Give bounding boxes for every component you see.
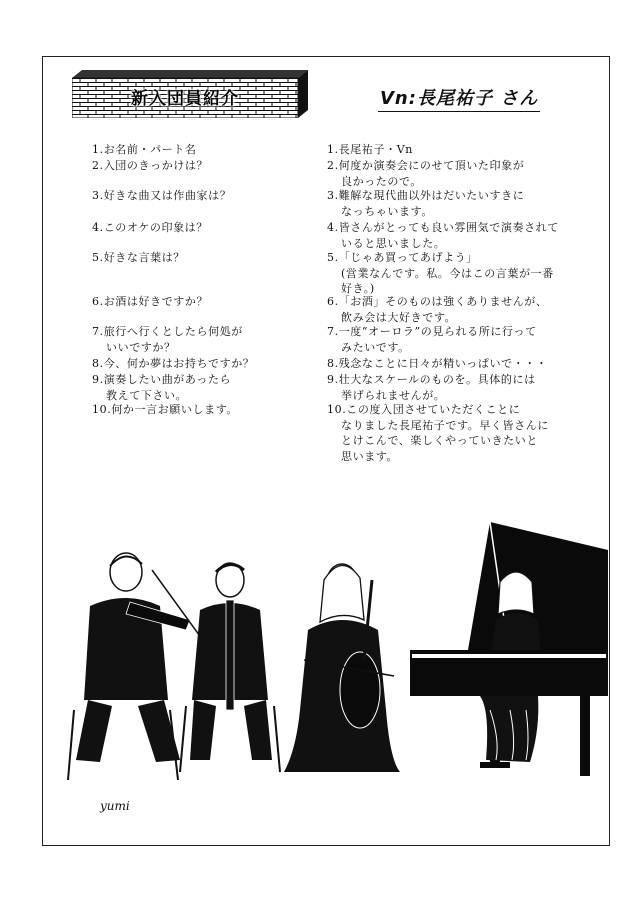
- answers-line: とけこんで、楽しくやっていきたいと: [341, 434, 538, 447]
- answers-text: 「じゃあ買ってあげよう」: [338, 251, 478, 264]
- clarinetist: [190, 563, 272, 760]
- answers-line: [327, 188, 524, 204]
- questions-line: [92, 324, 243, 340]
- questions-line: [92, 372, 231, 388]
- answers-text: 残念なことに日々が精いっぱいで・・・: [338, 357, 548, 370]
- questions-line: 教えて下さい。: [106, 388, 188, 402]
- questions-text: お酒は好きですか？: [103, 295, 209, 308]
- questions-text: 演奏したい曲があったら: [103, 373, 232, 386]
- questions-number: 2.: [92, 159, 104, 172]
- answers-line: [327, 220, 559, 236]
- cellist: [284, 564, 400, 772]
- questions-number: 7.: [92, 325, 104, 338]
- answers-line: 思います。: [341, 449, 399, 463]
- questions-line: [92, 402, 238, 418]
- answers-text: この度入団させていただくことに: [346, 403, 521, 416]
- answers-text: 長尾祐子・Vn: [338, 143, 413, 156]
- questions-text: 好きな言葉は？: [103, 251, 185, 264]
- questions-number: 1.: [92, 143, 104, 156]
- questions-text: 好きな曲又は作曲家は？: [103, 189, 232, 202]
- answers-number: 4.: [327, 221, 339, 234]
- answers-number: 8.: [327, 357, 339, 370]
- answers-number: 7.: [327, 325, 339, 338]
- answers-line: [327, 356, 548, 372]
- answers-number: 1.: [327, 143, 339, 156]
- quartet-illustration: [60, 510, 608, 830]
- questions-line: [92, 158, 208, 174]
- answers-line: なりました長尾祐子です。早く皆さんに: [341, 418, 549, 432]
- answers-line: みたいです。: [341, 340, 410, 354]
- answers-line: 好き。): [341, 282, 375, 295]
- answers-number: 9.: [327, 373, 339, 386]
- title-banner: [72, 70, 308, 118]
- answers-number: 3.: [327, 189, 339, 202]
- questions-line: [92, 142, 197, 158]
- answers-line: 飲み会は大好きです。: [341, 310, 457, 324]
- answers-line: [327, 402, 520, 418]
- questions-line: [92, 220, 208, 236]
- answers-number: 5.: [327, 251, 339, 264]
- answers-line: [327, 158, 524, 174]
- questions-text: 入団のきっかけは？: [103, 159, 209, 172]
- answers-text: 皆さんがとっても良い雰囲気で演奏されて: [338, 221, 559, 234]
- answers-text: 壮大なスケールのものを。具体的には: [338, 373, 536, 386]
- violinist: [76, 553, 210, 762]
- questions-text: 旅行へ行くとしたら何処が: [103, 325, 243, 338]
- questions-number: 6.: [92, 295, 104, 308]
- questions-number: 9.: [92, 373, 104, 386]
- answers-line: 挙げられませんが。: [341, 388, 446, 402]
- questions-number: 5.: [92, 251, 104, 264]
- answers-number: 2.: [327, 159, 339, 172]
- questions-line: [92, 188, 231, 204]
- questions-number: 10.: [92, 403, 112, 416]
- questions-line: [92, 356, 254, 372]
- questions-number: 4.: [92, 221, 104, 234]
- member-name: Vn:長尾祐子 さん: [378, 84, 540, 112]
- answers-line: [327, 372, 536, 388]
- questions-line: [92, 294, 208, 310]
- answers-text: 難解な現代曲以外はだいたいすきに: [338, 189, 525, 202]
- answers-line: (営業なんです。私。今はこの言葉が一番: [341, 266, 554, 280]
- answers-text: 一度“オーロラ”の見られる所に行って: [338, 325, 537, 338]
- questions-text: 何か一言お願いします。: [111, 403, 239, 416]
- questions-line: いいですか？: [106, 340, 176, 354]
- questions-text: 今、何か夢はお持ちですか？: [103, 357, 255, 370]
- answers-line: [327, 294, 548, 310]
- answers-line: 良かったので。: [341, 174, 422, 188]
- answers-text: 何度か演奏会にのせて頂いた印象が: [338, 159, 525, 172]
- answers-line: [327, 142, 413, 158]
- questions-line: [92, 250, 185, 266]
- page-title: 新入団員紹介: [131, 89, 239, 109]
- answers-line: いると思いました。: [341, 236, 446, 250]
- answers-text: 「お酒」そのものは強くありませんが、: [338, 295, 548, 308]
- artist-signature: yumi: [100, 799, 130, 813]
- questions-number: 8.: [92, 357, 104, 370]
- answers-line: [327, 250, 478, 266]
- questions-number: 3.: [92, 189, 104, 202]
- answers-line: [327, 324, 537, 340]
- answers-line: なっちゃいます。: [341, 204, 433, 218]
- answers-number: 10.: [327, 403, 347, 416]
- questions-text: お名前・パート名: [103, 143, 197, 156]
- answers-number: 6.: [327, 295, 339, 308]
- questions-text: このオケの印象は？: [103, 221, 208, 234]
